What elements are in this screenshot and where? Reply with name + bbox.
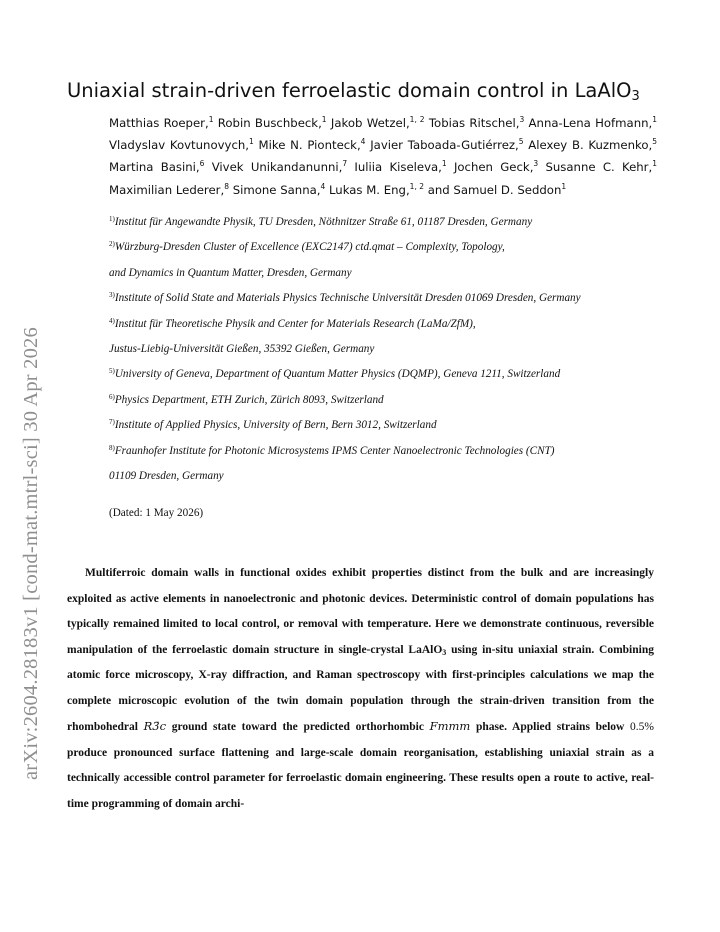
affiliation-item: [109, 413, 669, 438]
abstract-text-3: ground state toward the predicted orthorhombic: [166, 721, 430, 733]
author-name: Simone Sanna,: [232, 182, 321, 197]
author-affiliation-mark: 1, 2: [409, 181, 424, 191]
author-name: Iuliia Kiseleva,: [354, 160, 442, 175]
author-name: Susanne C. Kehr,: [545, 160, 653, 175]
author-name: Martina Basini,: [109, 160, 200, 175]
affiliation-line: [109, 464, 669, 489]
affiliation-line: [109, 388, 669, 413]
affiliation-text: Justus-Liebig-Universität Gießen, 35392 Gießen, Germany: [109, 343, 375, 356]
author-affiliation-mark: 3: [533, 159, 539, 169]
affiliation-item: [109, 235, 669, 286]
affiliation-item: [109, 286, 669, 311]
author-name: Jakob Wetzel,: [330, 116, 410, 130]
affiliation-line: [109, 312, 669, 337]
title-text: Uniaxial strain-driven ferroelastic domain control in LaAlO: [67, 79, 632, 102]
abstract-text-1: Multiferroic domain walls in functional oxides exhibit properties distinct from the bulk and are increasingly exploited as active elements in nanoelectronic and photonic devices. Deterministic control of domain populations has typically remained limited to local control, or removal with temperature. Here we demonstrate continuous, reversible manipulation of the ferroelastic domain structure in single-crystal LaAlO: [67, 567, 654, 656]
affiliation-mark: 1): [109, 215, 115, 223]
author-name: Robin Buschbeck,: [217, 116, 322, 130]
author-affiliation-mark: 1: [652, 115, 658, 124]
author-name: Javier Taboada-Gutiérrez,: [370, 138, 519, 153]
date-line: (Dated: 1 May 2026): [109, 507, 204, 519]
affiliation-mark: 5): [109, 367, 115, 376]
affiliation-mark: 6): [109, 392, 115, 401]
author-name: Matthias Roeper,: [109, 116, 209, 130]
affiliation-mark: 7): [109, 418, 115, 427]
author-affiliation-mark: 6: [199, 159, 205, 169]
affiliation-text: Institut für Angewandte Physik, TU Dresden, Nöthnitzer Straße 61, 01187 Dresden, Germany: [114, 216, 533, 228]
affiliation-line: [109, 337, 669, 362]
author-affiliation-mark: 4: [360, 137, 366, 147]
author-name: Vivek Unikandanunni,: [211, 160, 343, 175]
paper-title: [67, 79, 687, 104]
affiliation-text: Würzburg-Dresden Cluster of Excellence (EXC2147) ctd.qmat – Complexity, Topology,: [114, 241, 505, 254]
author-affiliation-mark: 1: [208, 115, 214, 124]
abstract-strain-value: 0.5%: [630, 721, 655, 733]
arxiv-identifier: arXiv:2604.28183v1 [cond-mat.mtrl-sci] 30 Apr 2026: [20, 327, 42, 780]
affiliation-line: [109, 362, 669, 387]
title-subscript: 3: [631, 89, 640, 104]
author-name: Jochen Geck,: [453, 160, 534, 175]
affiliation-line: [109, 261, 669, 286]
author-affiliation-mark: 8: [224, 181, 229, 191]
author-name: Alexey B. Kuzmenko,: [528, 138, 653, 153]
author-name: and Samuel D. Seddon: [427, 182, 562, 197]
affiliation-text: Institute of Applied Physics, University of Bern, Bern 3012, Switzerland: [114, 419, 437, 432]
abstract-text-4: phase. Applied strains below: [470, 721, 631, 733]
affiliation-list: [109, 210, 669, 489]
affiliation-item: [109, 439, 669, 490]
author-affiliation-mark: 1: [321, 115, 327, 124]
author-name: Tobias Ritschel,: [428, 116, 520, 130]
affiliation-item: [109, 388, 669, 413]
affiliation-line: [109, 210, 669, 235]
author-affiliation-mark: 4: [320, 181, 326, 191]
affiliation-text: and Dynamics in Quantum Matter, Dresden, Germany: [109, 266, 352, 279]
affiliation-mark: 3): [109, 291, 115, 300]
affiliation-item: [109, 362, 669, 387]
author-affiliation-mark: 1: [249, 137, 254, 147]
abstract-subscript: 3: [442, 647, 447, 657]
author-affiliation-mark: 1: [561, 181, 567, 191]
abstract: [67, 561, 654, 817]
author-affiliation-mark: 5: [652, 137, 658, 147]
author-affiliation-mark: 1, 2: [409, 115, 425, 124]
author-affiliation-mark: 7: [342, 159, 348, 169]
author-affiliation-mark: 3: [519, 115, 525, 124]
affiliation-mark: 2): [109, 240, 115, 249]
author-affiliation-mark: 5: [518, 137, 524, 147]
affiliation-mark: 4): [109, 316, 115, 325]
affiliation-line: [109, 235, 669, 260]
author-name: Mike N. Pionteck,: [258, 138, 361, 153]
abstract-math-space-group-f: Fmmm: [429, 719, 471, 733]
affiliation-text: Institut für Theoretische Physik and Center for Materials Research (LaMa/ZfM),: [114, 317, 476, 330]
affiliation-item: [109, 312, 669, 363]
affiliation-mark: 8): [109, 443, 115, 452]
author-affiliation-mark: 1: [441, 159, 447, 169]
affiliation-text: Institute of Solid State and Materials Physics Technische Universität Dresden 01069 Dresden, Germany: [114, 292, 581, 305]
author-affiliation-mark: 1: [652, 159, 657, 169]
affiliation-line: [109, 413, 669, 438]
author-name: Vladyslav Kovtunovych,: [109, 138, 249, 153]
abstract-math-space-group-r: R3̄c: [143, 719, 167, 733]
affiliation-line: [109, 286, 669, 311]
affiliation-text: University of Geneva, Department of Quantum Matter Physics (DQMP), Geneva 1211, Switzerland: [114, 368, 561, 381]
author-name: Anna-Lena Hofmann,: [528, 116, 653, 130]
abstract-text-5: produce pronounced surface flattening and large-scale domain reorganisation, establishing uniaxial strain as a technically accessible control parameter for ferroelastic domain engineering. These results open a route to active, real-time programming of domain archi-: [67, 746, 654, 810]
affiliation-text: Fraunhofer Institute for Photonic Microsystems IPMS Center Nanoelectronic Technologies (CNT): [114, 444, 555, 457]
affiliation-item: [109, 210, 669, 235]
affiliation-text: Physics Department, ETH Zurich, Zürich 8093, Switzerland: [114, 393, 384, 406]
affiliation-text: 01109 Dresden, Germany: [109, 470, 224, 483]
author-name: Maximilian Lederer,: [109, 182, 225, 197]
author-list: [109, 112, 657, 201]
abstract-text-2: using in-situ uniaxial strain. Combining atomic force microscopy, X-ray diffraction, and Raman spectroscopy with first-principles calculations we map the complete microscopic evolution of the twin domain population through the strain-driven transition from the rhombohedral: [67, 643, 654, 733]
author-name: Lukas M. Eng,: [328, 182, 410, 197]
affiliation-line: [109, 439, 669, 464]
